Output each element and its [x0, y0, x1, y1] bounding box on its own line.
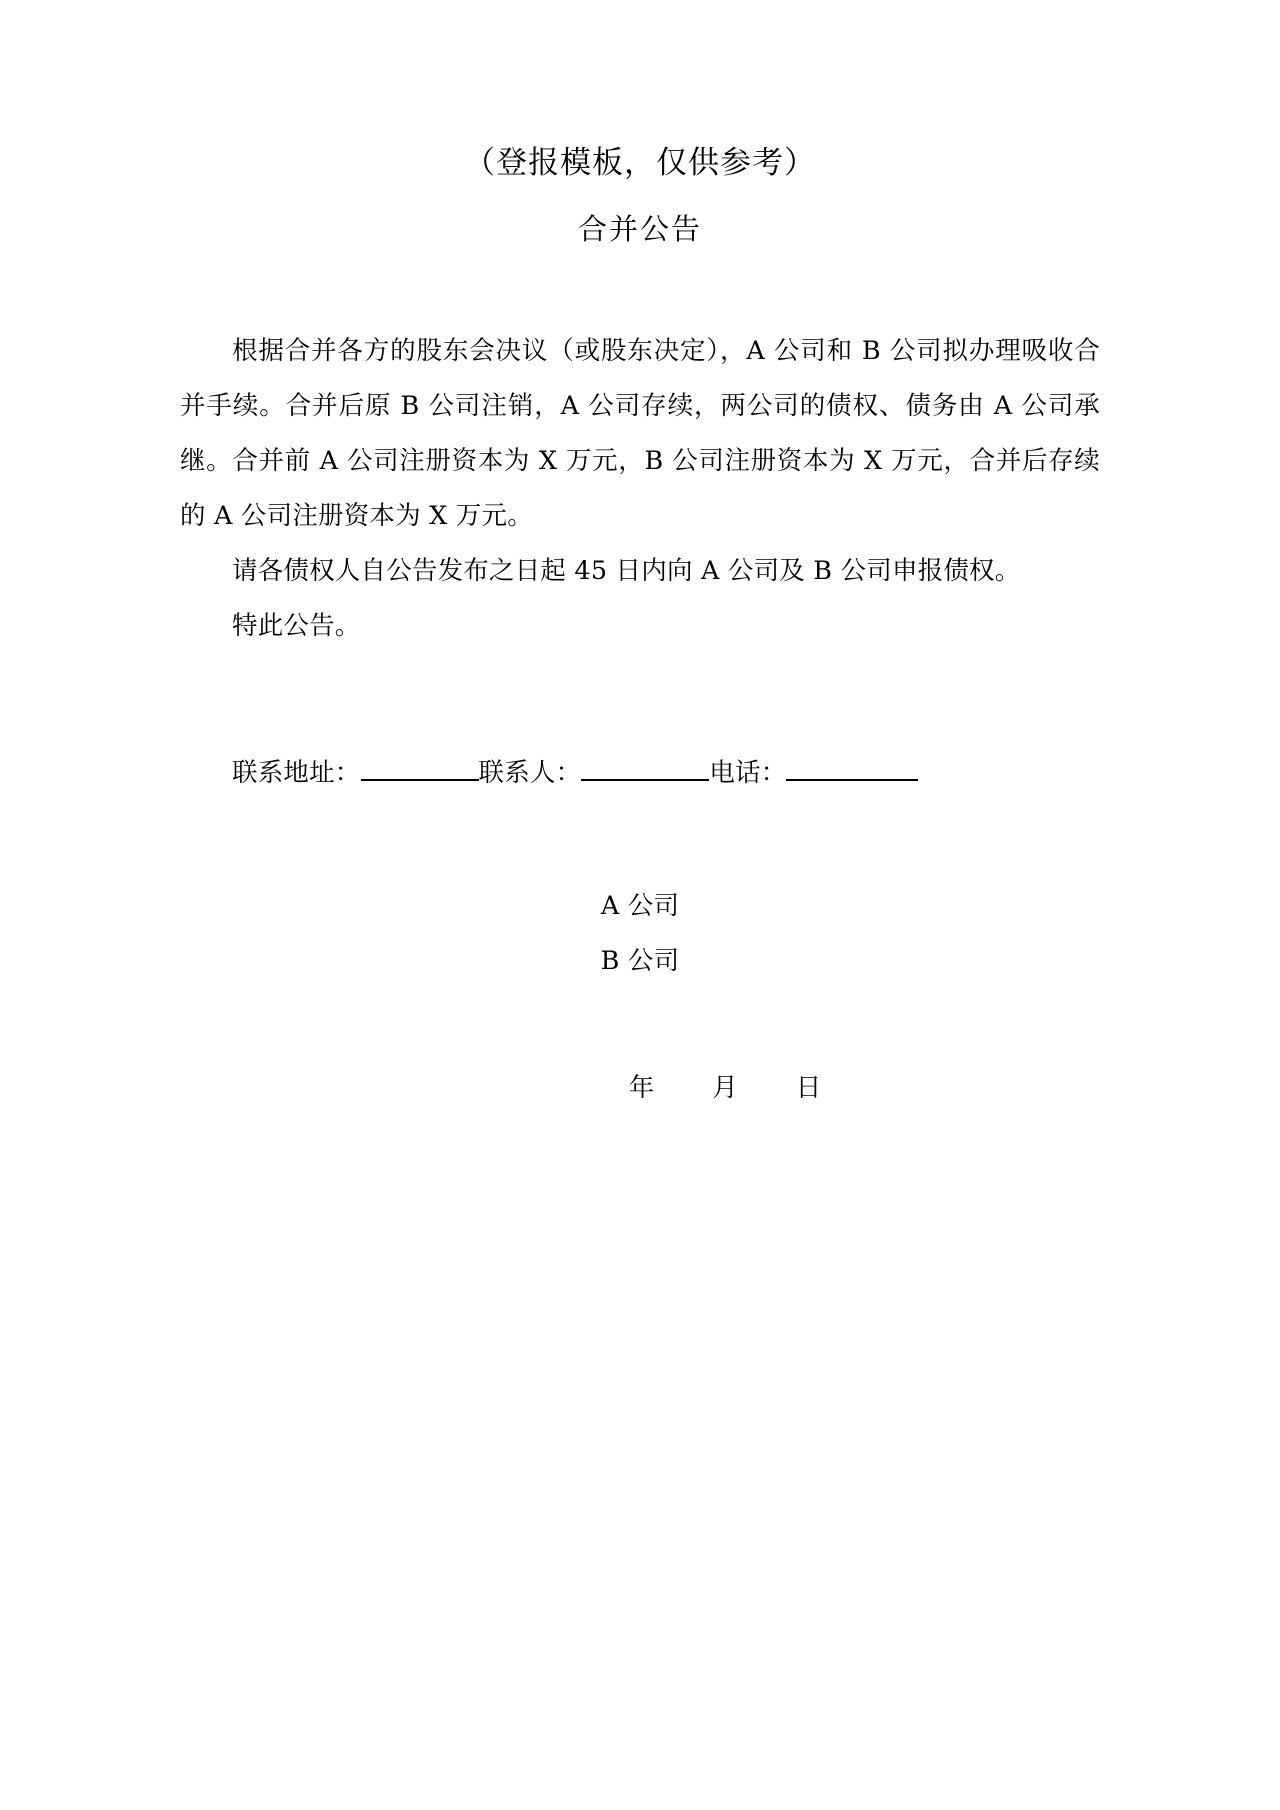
- signature-company-b: B 公司: [600, 946, 680, 976]
- signature-company-a: A 公司: [600, 891, 680, 921]
- date-line: [180, 1061, 1100, 1116]
- page-title: 合并公告: [577, 212, 702, 246]
- contact-person-blank[interactable]: [581, 779, 709, 781]
- contact-phone-blank[interactable]: [786, 779, 918, 781]
- signature-block: [180, 879, 1100, 989]
- body-content: [180, 324, 1100, 654]
- date-year-label: 年: [628, 1073, 655, 1103]
- paragraph-closing: 特此公告。: [232, 611, 361, 641]
- paragraph-creditor-notice: 请各债权人自公告发布之日起 45 日内向 A 公司及 B 公司申报债权。: [232, 556, 1021, 586]
- template-note: （登报模板，仅供参考）: [464, 145, 816, 181]
- contact-address-label: 联系地址：: [232, 758, 361, 788]
- contact-address-blank[interactable]: [361, 779, 479, 781]
- contact-person-label: 联系人：: [478, 758, 582, 788]
- contact-phone-label: 电话：: [709, 758, 787, 788]
- contact-line: [180, 746, 1100, 801]
- date-day-label: 日: [795, 1073, 822, 1103]
- date-month-label: 月: [712, 1073, 738, 1103]
- top-spacer: [180, 0, 1100, 132]
- paragraph-merger-details: 根据合并各方的股东会决议（或股东决定），A 公司和 B 公司拟办理吸收合并手续。合并后原 B 公司注销，A 公司存续，两公司的债权、债务由 A 公司承继。合并前 A 公司注册资本为 X 万元，B 公司注册资本为 X 万元，合并后存续的 A 公司注册资本为 X 万元。: [180, 336, 1100, 531]
